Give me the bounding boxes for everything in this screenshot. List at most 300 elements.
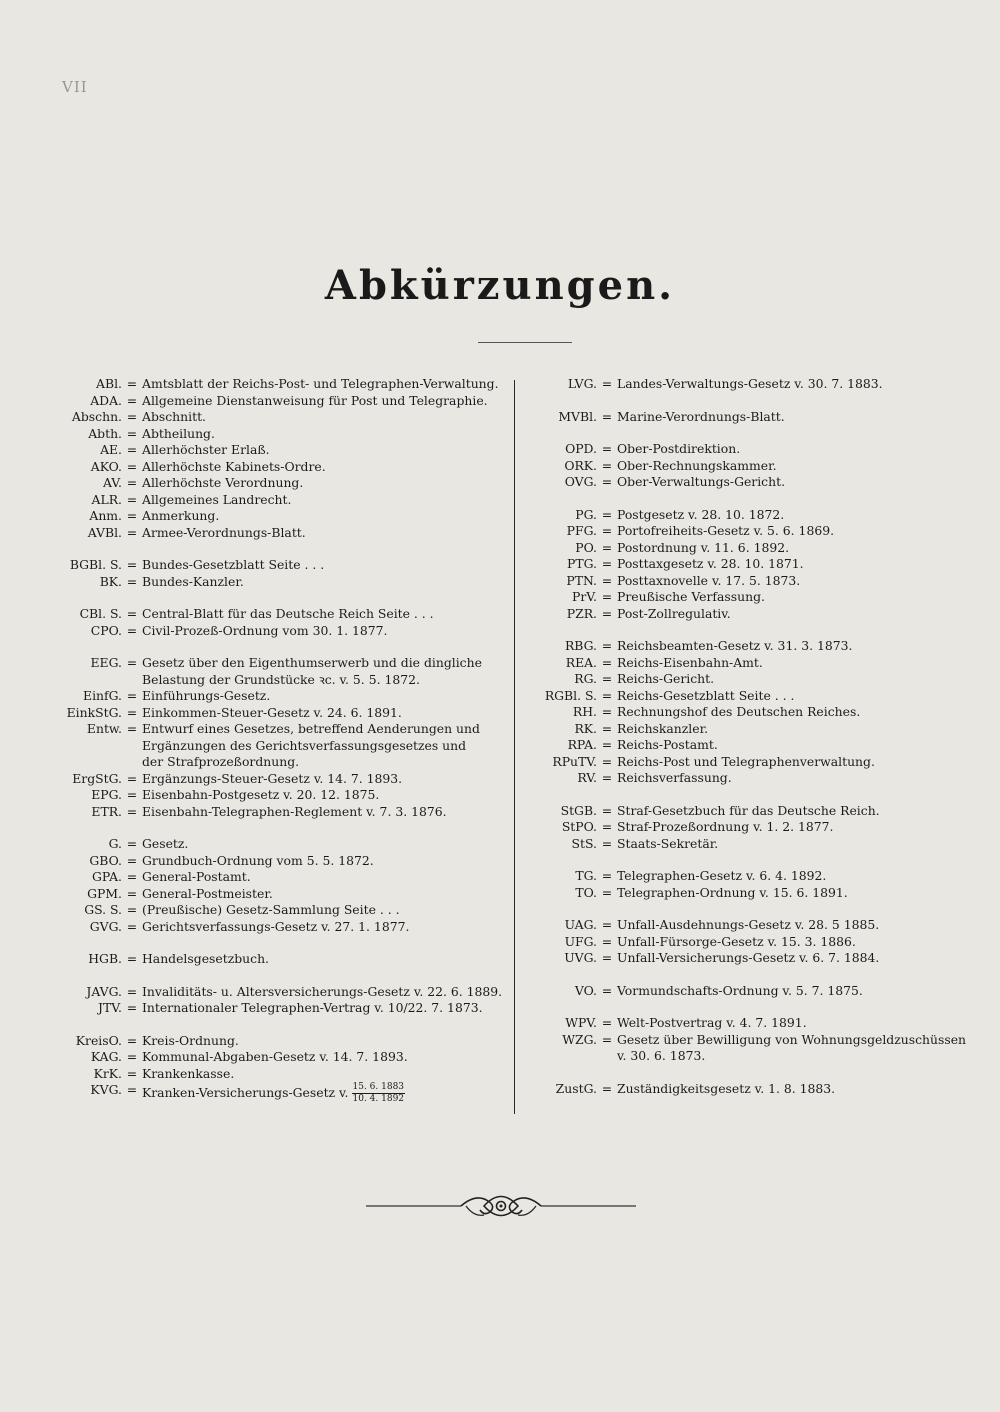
abbreviation: Abschn. [71, 409, 122, 424]
definition [617, 573, 980, 590]
definition [617, 458, 980, 475]
abbreviation: RG. [574, 671, 597, 686]
abbreviation: RK. [574, 720, 597, 736]
definition [617, 540, 980, 557]
abbreviation-entry [40, 574, 515, 591]
abbreviation-entry [40, 721, 515, 771]
abbreviation-entry [525, 1032, 980, 1065]
definition-text: Straf-Prozeßordnung v. 1. 2. 1877. [617, 819, 834, 834]
equals-sign: = [126, 392, 138, 408]
equals-sign: = [126, 688, 138, 703]
group-gap [40, 1017, 515, 1033]
abbreviation: Entw. [86, 721, 122, 736]
group-gap [525, 622, 980, 638]
equals-sign: = [126, 622, 138, 638]
group-gap [525, 1065, 980, 1081]
definition-text: Postgesetz v. 28. 10. 1872. [617, 506, 785, 522]
abbreviation: EinkStG. [66, 704, 122, 720]
definition [142, 475, 515, 492]
definition-text: Anmerkung. [142, 508, 220, 523]
definition-text: Gesetz. [142, 836, 189, 851]
abbreviation-entry [40, 688, 515, 705]
abbreviation: StS. [571, 835, 597, 851]
definition-text: Eisenbahn-Postgesetz v. 20. 12. 1875. [142, 787, 380, 802]
abbreviation: ErgStG. [72, 770, 122, 786]
abbreviation: Abth. [88, 425, 122, 441]
group-gap [40, 935, 515, 951]
equals-sign: = [601, 506, 613, 522]
definition-text: Reichs-Postamt. [617, 737, 718, 752]
definition [142, 853, 515, 870]
equals-sign: = [601, 539, 613, 555]
definition [142, 459, 515, 476]
definition-text: Kommunal-Abgaben-Gesetz v. 14. 7. 1893. [142, 1049, 408, 1064]
definition [142, 376, 515, 393]
definition-text: Allerhöchste Kabinets-Ordre. [142, 458, 326, 474]
page-title: Abkürzungen. [324, 262, 676, 309]
group-gap [525, 999, 980, 1015]
definition-text: Portofreiheits-Gesetz v. 5. 6. 1869. [617, 523, 835, 538]
definition-text: Einkommen-Steuer-Gesetz v. 24. 6. 1891. [142, 704, 402, 720]
definition [617, 868, 980, 885]
equals-sign: = [126, 475, 138, 490]
equals-sign: = [126, 951, 138, 966]
definition [142, 984, 515, 1001]
abbreviation-entry [525, 737, 980, 754]
abbreviation: BGBl. S. [69, 557, 122, 572]
definition [617, 376, 980, 393]
abbreviation: ZustG. [555, 1080, 597, 1096]
definition-text: Allerhöchster Erlaß. [142, 442, 270, 457]
definition [142, 886, 515, 903]
definition-continuation: Belastung der Grundstücke ꝛc. v. 5. 5. 1872. [142, 671, 420, 687]
definition [617, 917, 980, 934]
abbreviation-entry [525, 523, 980, 540]
abbreviation: GPM. [87, 885, 122, 901]
equals-sign: = [126, 885, 138, 901]
abbreviation-entry [525, 836, 980, 853]
definition [142, 705, 515, 722]
definition-text: Landes-Verwaltungs-Gesetz v. 30. 7. 1883. [617, 376, 883, 391]
equals-sign: = [126, 1049, 138, 1064]
definition-text: General-Postamt. [142, 869, 251, 884]
abbreviation: RBG. [564, 638, 597, 653]
definition-text: Reichs-Gesetzblatt Seite . . . [617, 687, 795, 703]
abbreviation-entry [525, 655, 980, 672]
abbreviation-entry [525, 704, 980, 721]
abbreviation-entry [525, 671, 980, 688]
date-fraction [352, 1082, 406, 1105]
abbreviation: PG. [575, 506, 597, 522]
definition [142, 508, 515, 525]
definition-text: Bundes-Gesetzblatt Seite . . . [142, 557, 325, 572]
definition-text: Posttaxnovelle v. 17. 5. 1873. [617, 572, 801, 588]
abbreviation-entry [40, 623, 515, 640]
definition-text: Vormundschafts-Ordnung v. 5. 7. 1875. [617, 982, 863, 998]
abbreviation: REA. [565, 654, 597, 670]
definition [142, 902, 515, 919]
definition-text: Invaliditäts- u. Altersversicherungs-Gesetz v. 22. 6. 1889. [142, 983, 503, 999]
definition [617, 671, 980, 688]
equals-sign: = [601, 819, 613, 834]
abbreviation-entry [40, 1082, 515, 1105]
abbreviation: KreisO. [75, 1032, 122, 1048]
abbreviation-entry [525, 589, 980, 606]
abbreviation: JAVG. [86, 983, 122, 999]
equals-sign: = [601, 802, 613, 818]
abbreviation-entry [40, 409, 515, 426]
definition [142, 557, 515, 574]
equals-sign: = [601, 457, 613, 473]
definition [142, 525, 515, 542]
definition-text: Telegraphen-Gesetz v. 6. 4. 1892. [617, 868, 827, 883]
equals-sign: = [126, 557, 138, 572]
abbreviation: RV. [577, 770, 597, 785]
definition [142, 951, 515, 968]
equals-sign: = [601, 654, 613, 670]
abbreviation-entry [525, 983, 980, 1000]
equals-sign: = [126, 721, 138, 736]
definition-text: Postordnung v. 11. 6. 1892. [617, 539, 790, 555]
abbreviation-entry [525, 754, 980, 771]
group-gap [525, 901, 980, 917]
abbreviation: ETR. [91, 803, 122, 819]
definition-text: Gesetz über den Eigenthumserwerb und die dingliche [142, 655, 482, 670]
definition [142, 655, 515, 688]
abbreviation: LVG. [567, 376, 597, 391]
fraction-denominator: 10. 4. 1892 [352, 1094, 405, 1104]
definition [142, 688, 515, 705]
abbreviation: ALR. [91, 491, 122, 507]
definition [617, 1081, 980, 1098]
definition-text: Krankenkasse. [142, 1065, 235, 1081]
equals-sign: = [126, 836, 138, 851]
abbreviation: KrK. [93, 1065, 122, 1081]
abbreviation-entry [40, 919, 515, 936]
abbreviation: CPO. [90, 622, 122, 638]
abbreviation-entry [525, 638, 980, 655]
abbreviation: UFG. [564, 933, 597, 949]
definition [617, 556, 980, 573]
equals-sign: = [126, 524, 138, 540]
definition [142, 1066, 515, 1083]
abbreviation: PO. [575, 539, 597, 555]
definition-text: Zuständigkeitsgesetz v. 1. 8. 1883. [617, 1080, 836, 1096]
abbreviation: GPA. [92, 869, 122, 884]
abbreviation-entry [40, 787, 515, 804]
abbreviation-entry [40, 492, 515, 509]
abbreviation: ADA. [90, 392, 122, 408]
title-rule [478, 342, 572, 343]
group-gap [525, 393, 980, 409]
abbreviation-entry [525, 868, 980, 885]
equals-sign: = [126, 508, 138, 523]
abbreviation-entry [40, 557, 515, 574]
abbreviation-entry [40, 984, 515, 1001]
abbreviation-entry [525, 1081, 980, 1098]
equals-sign: = [126, 1082, 138, 1097]
equals-sign: = [126, 1065, 138, 1081]
equals-sign: = [601, 605, 613, 621]
equals-sign: = [601, 671, 613, 686]
group-gap [525, 852, 980, 868]
equals-sign: = [601, 589, 613, 604]
abbreviation-entry [525, 803, 980, 820]
definition [142, 426, 515, 443]
fraction-numerator: 15. 6. 1883 [352, 1082, 405, 1092]
definition-text: Reichs-Gericht. [617, 671, 715, 686]
abbreviation-entry [40, 836, 515, 853]
definition [142, 787, 515, 804]
abbreviation: AE. [100, 442, 122, 457]
definition-text: Armee-Verordnungs-Blatt. [142, 524, 306, 540]
abbreviation: CBl. S. [79, 606, 122, 621]
definition-text: Amtsblatt der Reichs-Post- und Telegraphen-Verwaltung. [142, 376, 499, 391]
definition-text: Reichs-Eisenbahn-Amt. [617, 654, 763, 670]
definition [617, 885, 980, 902]
abbreviation-entry [525, 376, 980, 393]
equals-sign: = [126, 606, 138, 621]
abbreviation: UAG. [564, 917, 597, 932]
abbreviation: EEG. [90, 655, 122, 670]
equals-sign: = [601, 753, 613, 769]
column-divider [514, 380, 515, 1114]
definition-text: Allgemeines Landrecht. [142, 491, 292, 507]
abbreviation: Anm. [89, 508, 122, 523]
abbreviation-entry [525, 507, 980, 524]
definition [142, 492, 515, 509]
abbreviation-entry [525, 409, 980, 426]
abbreviation-entry [40, 376, 515, 393]
abbreviation-entry [525, 721, 980, 738]
definition [142, 771, 515, 788]
abbreviation: PTN. [566, 572, 597, 588]
equals-sign: = [601, 704, 613, 719]
definition [142, 1000, 515, 1017]
equals-sign: = [601, 572, 613, 588]
equals-sign: = [126, 803, 138, 819]
definition [617, 721, 980, 738]
abbreviation-entry [40, 902, 515, 919]
abbreviation-entry [40, 853, 515, 870]
definition-text: Bundes-Kanzler. [142, 573, 244, 589]
equals-sign: = [126, 573, 138, 589]
definition-text: Abschnitt. [142, 409, 206, 424]
definition-text: Reichskanzler. [617, 720, 709, 736]
definition [617, 474, 980, 491]
equals-sign: = [601, 737, 613, 752]
definition-text: Allerhöchste Verordnung. [142, 475, 304, 490]
abbreviation: RGBl. S. [544, 687, 597, 703]
definition [617, 523, 980, 540]
abbreviation-entry [525, 819, 980, 836]
definition [617, 1032, 980, 1065]
definition [142, 623, 515, 640]
abbreviation-entry [40, 442, 515, 459]
definition-text: Reichsbeamten-Gesetz v. 31. 3. 1873. [617, 638, 853, 653]
abbreviation-entry [40, 1066, 515, 1083]
abbreviation-entry [40, 475, 515, 492]
definition-text: Einführungs-Gesetz. [142, 688, 271, 703]
definition-text: Unfall-Ausdehnungs-Gesetz v. 28. 5 1885. [617, 917, 880, 932]
definition-text: Telegraphen-Ordnung v. 15. 6. 1891. [617, 884, 848, 900]
definition [617, 803, 980, 820]
abbreviation: UVG. [564, 950, 597, 965]
definition-text: Preußische Verfassung. [617, 589, 765, 604]
abbreviation: GVG. [89, 918, 122, 934]
abbreviation: OVG. [564, 474, 597, 489]
definition-text: Ergänzungs-Steuer-Gesetz v. 14. 7. 1893. [142, 770, 403, 786]
definition-text: Gerichtsverfassungs-Gesetz v. 27. 1. 1877. [142, 918, 410, 934]
abbreviation-entry [525, 556, 980, 573]
definition-text: (Preußische) Gesetz-Sammlung Seite . . . [142, 902, 400, 917]
abbreviation: KAG. [90, 1049, 122, 1064]
equals-sign: = [601, 770, 613, 785]
equals-sign: = [126, 442, 138, 457]
definition-text: Reichs-Post und Telegraphenverwaltung. [617, 753, 875, 769]
abbreviation: StGB. [560, 802, 597, 818]
definition [617, 983, 980, 1000]
abbreviation: OPD. [565, 441, 597, 456]
abbreviation: RH. [572, 704, 597, 719]
abbreviation-entry [525, 606, 980, 623]
abbreviation-entry [40, 508, 515, 525]
abbreviation: VO. [574, 982, 597, 998]
definition [617, 950, 980, 967]
abbreviation: PFG. [566, 523, 597, 538]
definition [142, 574, 515, 591]
abbreviation-entry [40, 771, 515, 788]
abbreviation-entry [40, 869, 515, 886]
abbreviation-entry [40, 606, 515, 623]
abbreviation-entry [525, 688, 980, 705]
abbreviation: StPO. [561, 819, 597, 834]
equals-sign: = [601, 687, 613, 703]
definition-text: Kreis-Ordnung. [142, 1032, 239, 1048]
abbreviation-entry [525, 770, 980, 787]
definition-text: Grundbuch-Ordnung vom 5. 5. 1872. [142, 852, 374, 868]
abbreviation-entry [525, 458, 980, 475]
equals-sign: = [126, 852, 138, 868]
equals-sign: = [601, 720, 613, 736]
group-gap [525, 967, 980, 983]
equals-sign: = [126, 409, 138, 424]
abbreviation: WZG. [562, 1031, 597, 1047]
abbreviation: PZR. [566, 605, 597, 621]
definition-text: Allgemeine Dienstanweisung für Post und Telegraphie. [142, 392, 488, 408]
group-gap [40, 541, 515, 557]
abbreviation: G. [108, 836, 122, 851]
definition-text: Internationaler Telegraphen-Vertrag v. 10/22. 7. 1873. [142, 1000, 483, 1015]
definition-text: Post-Zollregulativ. [617, 605, 731, 621]
group-gap [525, 491, 980, 507]
definition-continuation: Ergänzungen des Gerichtsverfassungsgesetzes und [142, 737, 467, 753]
group-gap [40, 968, 515, 984]
definition-text: Gesetz über Bewilligung von Wohnungsgeldzuschüssen [617, 1031, 967, 1047]
abbreviation-entry [525, 540, 980, 557]
abbreviation-entry [525, 441, 980, 458]
group-gap [525, 787, 980, 803]
equals-sign: = [601, 408, 613, 424]
definition [617, 606, 980, 623]
equals-sign: = [126, 902, 138, 917]
abbreviation: EinfG. [83, 688, 122, 703]
equals-sign: = [601, 835, 613, 851]
definition-text: Central-Blatt für das Deutsche Reich Seite . . . [142, 606, 434, 621]
abbreviation: GBO. [89, 852, 122, 868]
equals-sign: = [126, 787, 138, 802]
equals-sign: = [126, 918, 138, 934]
definition [617, 589, 980, 606]
abbreviation: TG. [575, 868, 597, 883]
abbreviation: KVG. [90, 1082, 122, 1097]
definition-text: Reichsverfassung. [617, 770, 732, 785]
definition-text: Ober-Verwaltungs-Gericht. [617, 474, 786, 489]
abbreviation-entry [525, 885, 980, 902]
abbreviation: ABl. [96, 376, 122, 391]
equals-sign: = [601, 868, 613, 883]
definition-text: Civil-Prozeß-Ordnung vom 30. 1. 1877. [142, 622, 388, 638]
definition [617, 934, 980, 951]
abbreviation: PTG. [567, 556, 597, 571]
definition [142, 721, 515, 771]
equals-sign: = [601, 556, 613, 571]
definition [617, 1015, 980, 1032]
definition-text: Straf-Gesetzbuch für das Deutsche Reich. [617, 802, 880, 818]
equals-sign: = [126, 425, 138, 441]
definition [142, 836, 515, 853]
abbreviation: JTV. [98, 1000, 122, 1015]
abbreviation-entry [40, 1049, 515, 1066]
abbreviation-entry [40, 705, 515, 722]
definition [142, 1033, 515, 1050]
definition-text: Welt-Postvertrag v. 4. 7. 1891. [617, 1015, 807, 1030]
definition-text: Posttaxgesetz v. 28. 10. 1871. [617, 556, 804, 571]
definition-text: Rechnungshof des Deutschen Reiches. [617, 704, 861, 719]
abbreviation: HGB. [88, 951, 122, 966]
abbreviation-entry [40, 459, 515, 476]
abbreviation: EPG. [91, 787, 122, 802]
definition [617, 655, 980, 672]
equals-sign: = [601, 884, 613, 900]
equals-sign: = [601, 982, 613, 998]
definition [617, 737, 980, 754]
definition-text: Ober-Rechnungskammer. [617, 457, 777, 473]
definition-text: Abtheilung. [142, 425, 215, 441]
definition [142, 1082, 515, 1105]
abbreviation-entry [40, 951, 515, 968]
abbreviation-entry [40, 886, 515, 903]
abbreviation-entry [525, 950, 980, 967]
definition [142, 442, 515, 459]
definition [617, 688, 980, 705]
abbreviation: MVBl. [558, 408, 597, 424]
group-gap [525, 425, 980, 441]
definition [142, 1049, 515, 1066]
abbreviation: BK. [99, 573, 122, 589]
definition-text: Kranken-Versicherungs-Gesetz v. [142, 1085, 349, 1100]
equals-sign: = [601, 1015, 613, 1030]
equals-sign: = [126, 458, 138, 474]
abbreviation: RPuTV. [552, 753, 597, 769]
equals-sign: = [601, 441, 613, 456]
definition-continuation: der Strafprozeßordnung. [142, 754, 300, 769]
group-gap [40, 820, 515, 836]
equals-sign: = [126, 704, 138, 720]
abbreviation-entry [40, 393, 515, 410]
equals-sign: = [601, 950, 613, 965]
equals-sign: = [601, 1080, 613, 1096]
